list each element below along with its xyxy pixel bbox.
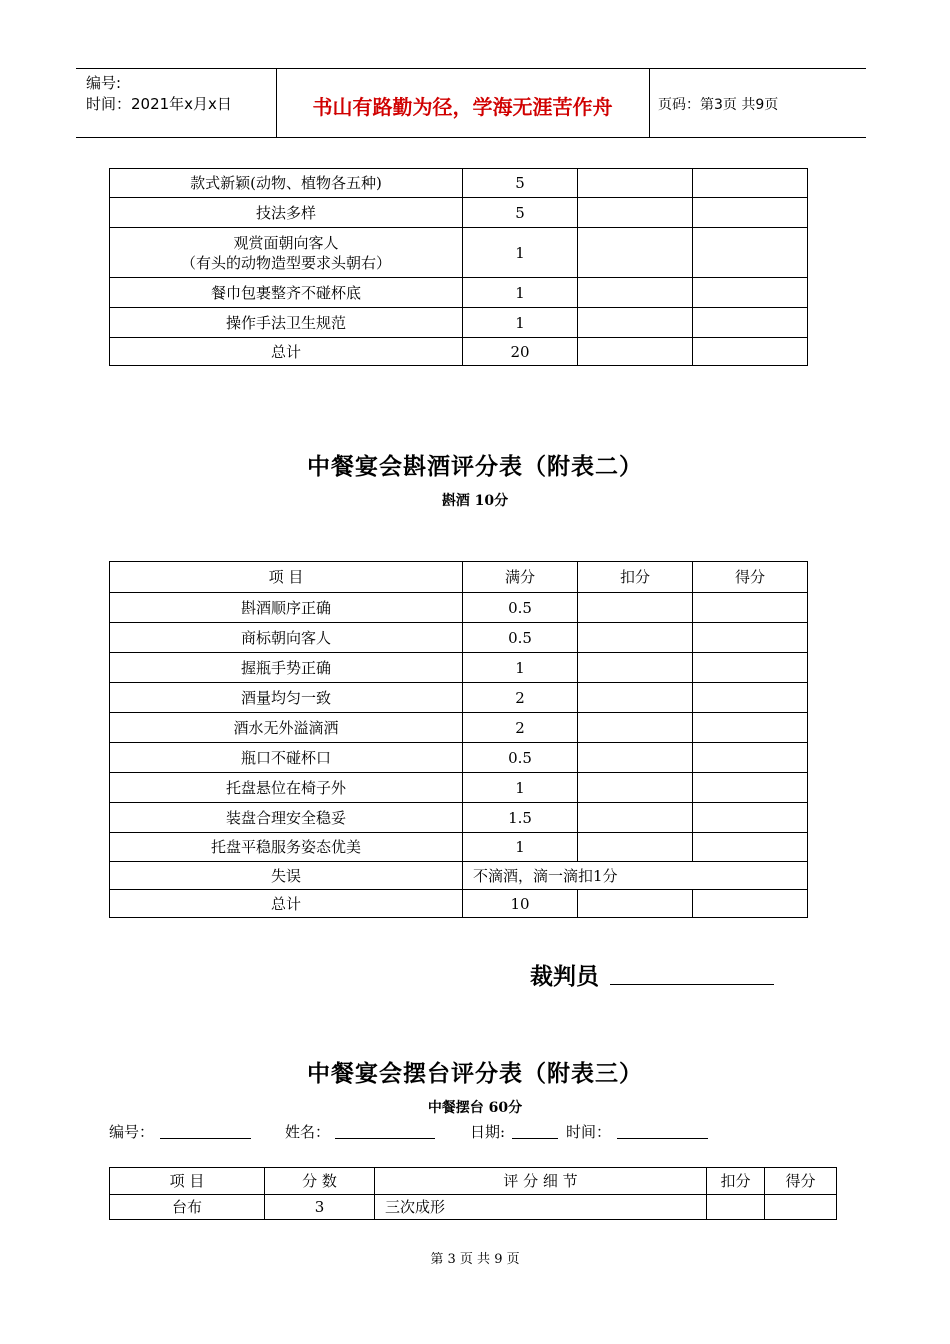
got-cell bbox=[693, 683, 808, 713]
got-cell bbox=[693, 169, 808, 198]
header-divider bbox=[649, 69, 650, 137]
table-row bbox=[110, 833, 808, 862]
judge-signature-line[interactable] bbox=[610, 984, 774, 985]
item-cell: 失误 bbox=[110, 862, 463, 890]
table-row bbox=[110, 743, 808, 773]
napkin-score-table bbox=[109, 168, 808, 366]
table-row bbox=[110, 1195, 837, 1220]
deduct-cell bbox=[578, 743, 693, 773]
time-field-label: 时间： bbox=[566, 1123, 612, 1141]
deduct-cell bbox=[578, 683, 693, 713]
got-cell bbox=[693, 890, 808, 918]
deduct-cell bbox=[578, 228, 693, 278]
table-row bbox=[110, 338, 808, 366]
table-row bbox=[110, 308, 808, 338]
got-cell bbox=[693, 593, 808, 623]
got-cell bbox=[693, 743, 808, 773]
section-subtitle: 中餐摆台 60分 bbox=[427, 1100, 523, 1116]
name-field[interactable] bbox=[335, 1137, 435, 1139]
table-row bbox=[110, 623, 808, 653]
item-cell: 酒水无外溢滴洒 bbox=[110, 713, 463, 743]
header-meta bbox=[86, 73, 232, 115]
item-cell: 斟酒顺序正确 bbox=[110, 593, 463, 623]
header-time-label: 时间：2021年x月x日 bbox=[86, 95, 232, 113]
section-subtitle: 斟酒 10分 bbox=[441, 493, 509, 509]
page-footer: 第 3 页 共 9 页 bbox=[430, 1252, 520, 1267]
got-cell bbox=[693, 713, 808, 743]
table-row bbox=[110, 803, 808, 833]
score-cell: 1 bbox=[463, 228, 578, 278]
header-item: 项 目 bbox=[110, 1168, 265, 1195]
score-cell: 1 bbox=[463, 308, 578, 338]
got-cell bbox=[693, 773, 808, 803]
table-header-row bbox=[110, 562, 808, 593]
deduct-cell bbox=[578, 198, 693, 228]
table-row bbox=[110, 683, 808, 713]
deduct-cell bbox=[578, 833, 693, 862]
header-page-info: 页码：第3页 共9页 bbox=[658, 97, 779, 113]
section-title: 中餐宴会摆台评分表（附表三） bbox=[307, 1060, 643, 1087]
score-cell: 0.5 bbox=[463, 593, 578, 623]
deduct-cell bbox=[578, 890, 693, 918]
detail-cell: 三次成形 bbox=[375, 1195, 707, 1220]
deduct-cell bbox=[578, 338, 693, 366]
score-cell: 2 bbox=[463, 713, 578, 743]
deduct-cell bbox=[707, 1195, 765, 1220]
name-field-label: 姓名： bbox=[285, 1123, 331, 1141]
table-row bbox=[110, 228, 808, 278]
judge-label: 裁判员 bbox=[530, 963, 599, 990]
deduct-cell bbox=[578, 169, 693, 198]
deduct-cell bbox=[578, 803, 693, 833]
got-cell bbox=[693, 338, 808, 366]
item-cell: 托盘平稳服务姿态优美 bbox=[110, 833, 463, 862]
item-cell: 商标朝向客人 bbox=[110, 623, 463, 653]
table-row bbox=[110, 278, 808, 308]
deduct-cell bbox=[578, 773, 693, 803]
item-cell: 总计 bbox=[110, 890, 463, 918]
score-cell: 1 bbox=[463, 278, 578, 308]
header-detail: 评 分 细 节 bbox=[375, 1168, 707, 1195]
item-cell: 酒量均匀一致 bbox=[110, 683, 463, 713]
header-got: 得分 bbox=[693, 562, 808, 593]
score-cell: 1 bbox=[463, 833, 578, 862]
item-line-1: 观赏面朝向客人 bbox=[233, 233, 339, 252]
table-row bbox=[110, 773, 808, 803]
got-cell bbox=[693, 308, 808, 338]
item-cell bbox=[110, 228, 463, 278]
table-row bbox=[110, 198, 808, 228]
deduct-cell bbox=[578, 653, 693, 683]
item-line-2: （有头的动物造型要求头朝右） bbox=[180, 253, 391, 272]
deduct-cell bbox=[578, 308, 693, 338]
score-cell: 20 bbox=[463, 338, 578, 366]
header-got: 得分 bbox=[765, 1168, 837, 1195]
table-header-row bbox=[110, 1168, 837, 1195]
item-cell: 操作手法卫生规范 bbox=[110, 308, 463, 338]
deduct-cell bbox=[578, 278, 693, 308]
date-field-label: 日期: bbox=[470, 1123, 506, 1141]
section-title: 中餐宴会斟酒评分表（附表二） bbox=[307, 453, 643, 480]
header-number-label: 编号: bbox=[86, 74, 122, 92]
table-row bbox=[110, 890, 808, 918]
header-deduct: 扣分 bbox=[707, 1168, 765, 1195]
header-motto: 书山有路勤为径，学海无涯苦作舟 bbox=[312, 95, 613, 119]
table-row bbox=[110, 713, 808, 743]
header-deduct: 扣分 bbox=[578, 562, 693, 593]
got-cell bbox=[693, 198, 808, 228]
score-cell: 0.5 bbox=[463, 623, 578, 653]
score-cell: 5 bbox=[463, 169, 578, 198]
table-setting-score-table bbox=[109, 1167, 837, 1220]
item-cell: 瓶口不碰杯口 bbox=[110, 743, 463, 773]
header-score: 分 数 bbox=[265, 1168, 375, 1195]
item-cell: 总计 bbox=[110, 338, 463, 366]
item-cell: 台布 bbox=[110, 1195, 265, 1220]
number-field[interactable] bbox=[160, 1137, 251, 1139]
score-cell: 0.5 bbox=[463, 743, 578, 773]
table-row bbox=[110, 169, 808, 198]
got-cell bbox=[765, 1195, 837, 1220]
wine-pouring-score-table bbox=[109, 561, 808, 918]
item-cell: 托盘悬位在椅子外 bbox=[110, 773, 463, 803]
item-cell: 装盘合理安全稳妥 bbox=[110, 803, 463, 833]
header-full: 满分 bbox=[463, 562, 578, 593]
deduct-cell bbox=[578, 713, 693, 743]
score-cell: 10 bbox=[463, 890, 578, 918]
score-cell: 2 bbox=[463, 683, 578, 713]
got-cell bbox=[693, 228, 808, 278]
error-note-cell: 不滴酒，滴一滴扣1分 bbox=[463, 862, 808, 890]
time-field[interactable] bbox=[617, 1137, 708, 1139]
header-item: 项 目 bbox=[110, 562, 463, 593]
got-cell bbox=[693, 623, 808, 653]
deduct-cell bbox=[578, 593, 693, 623]
score-cell: 1 bbox=[463, 773, 578, 803]
got-cell bbox=[693, 803, 808, 833]
score-cell: 5 bbox=[463, 198, 578, 228]
item-cell: 款式新颖(动物、植物各五种) bbox=[110, 169, 463, 198]
got-cell bbox=[693, 278, 808, 308]
table-row bbox=[110, 653, 808, 683]
number-field-label: 编号： bbox=[109, 1123, 155, 1141]
score-cell: 1 bbox=[463, 653, 578, 683]
table-row bbox=[110, 862, 808, 890]
item-cell: 握瓶手势正确 bbox=[110, 653, 463, 683]
date-field[interactable] bbox=[512, 1137, 558, 1139]
deduct-cell bbox=[578, 623, 693, 653]
score-cell: 1.5 bbox=[463, 803, 578, 833]
got-cell bbox=[693, 653, 808, 683]
item-cell: 餐巾包裹整齐不碰杯底 bbox=[110, 278, 463, 308]
page-header bbox=[76, 68, 866, 138]
got-cell bbox=[693, 833, 808, 862]
item-cell: 技法多样 bbox=[110, 198, 463, 228]
score-cell: 3 bbox=[265, 1195, 375, 1220]
table-row bbox=[110, 593, 808, 623]
